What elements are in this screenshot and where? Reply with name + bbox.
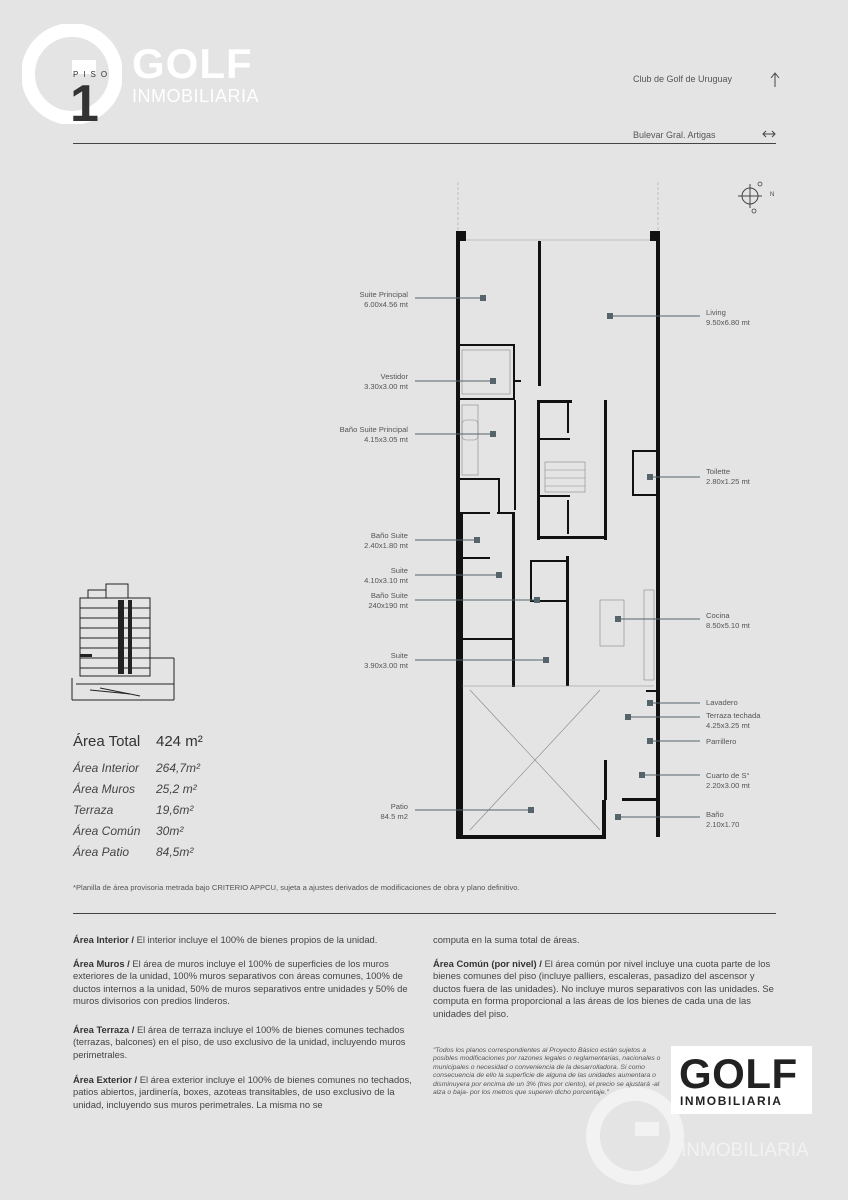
floor-number: 1 <box>70 75 99 133</box>
building-key-illustration <box>70 578 180 708</box>
north-reference: Club de Golf de Uruguay <box>633 74 733 84</box>
definition-interior: Área Interior / El interior incluye el 100% de bienes propios de la unidad. <box>73 934 378 945</box>
room-label: Toilette 2.80x1.25 mt <box>706 467 750 486</box>
room-label: Suite 4.10x3.10 mt <box>364 566 408 585</box>
room-label: Patio 84.5 m2 <box>380 802 408 821</box>
brand-sub-top: INMOBILIARIA <box>132 86 260 106</box>
legal-disclaimer: "Todos los planos correspondientes al Proyecto Básico están sujetos a posibles modificaciones por razones legales o reglamentarias, nacionales o municipales o necesidad o conveniencia de la desarrolladora. Si como consecuencia de ello la superficie de alguna de las unidades aumentara o disminuyera por encima de un 3% (tres por ciento), el precio se ajustará -al alza o baja- por los metros que superen dicho porcentaje." <box>433 1047 661 1097</box>
room-label: Lavadero <box>706 698 738 707</box>
brand-logo-box <box>671 1046 812 1114</box>
room-label: Baño Suite 240x190 mt <box>368 591 408 610</box>
definition-terraza: Área Terraza / El área de terraza incluye el 100% de bienes comunes techados (terrazas, balcones) en el piso, de uso exclusivo de la unidad, incluyendo muros perimetrales. <box>73 1024 406 1060</box>
side-reference: Bulevar Gral. Artigas <box>633 130 716 140</box>
area-row: Área Patio 84,5m² <box>73 845 194 859</box>
definition-comun: Área Común (por nivel) / El área común por nivel incluye una cuota parte de los bienes comunes del piso (incluye palliers, escaleras, pasadizo del ascensor y ductos fuera de las unidades). No incluye muros separativos con las unidades. Se computa en forma proporcional a las áreas de los bienes de cada una de las unidades del piso. <box>433 958 774 1019</box>
brand-sub-bottom-watermark: INMOBILIARIA <box>681 1140 809 1161</box>
area-total-value: 424 m² <box>156 733 203 750</box>
area-total-label: Área Total <box>73 733 141 750</box>
arrow-up-icon <box>769 72 781 88</box>
arrow-left-right-icon <box>762 129 776 139</box>
compass-label: N <box>770 192 775 198</box>
room-label: Vestidor 3.30x3.00 mt <box>364 372 408 391</box>
room-label: Cuarto de S° 2.20x3.00 mt <box>706 771 750 790</box>
definition-exterior-continued: computa en la suma total de áreas. <box>433 934 580 945</box>
room-label: Terraza techada 4.25x3.25 mt <box>706 711 761 730</box>
area-row: Terraza 19,6m² <box>73 803 194 817</box>
area-footnote: *Planilla de área provisoria metrada bajo CRITERIO APPCU, sujeta a ajustes derivados de modificaciones de obra y plano definitivo. <box>73 883 520 892</box>
room-label: Suite 3.90x3.00 mt <box>364 651 408 670</box>
brand-name-logo: GOLF <box>679 1050 798 1097</box>
floor-word: PISO <box>73 70 113 79</box>
room-label: Suite Principal 6.00x4.56 mt <box>359 290 408 309</box>
room-label: Living 9.50x6.80 mt <box>706 308 750 327</box>
brand-sub-logo: INMOBILIARIA <box>680 1094 783 1108</box>
room-label: Parrillero <box>706 737 737 746</box>
floor-plan <box>400 175 730 845</box>
area-row: Área Común 30m² <box>73 824 184 838</box>
compass-icon <box>738 178 768 218</box>
room-label: Baño Suite Principal 4.15x3.05 mt <box>339 425 408 444</box>
area-row: Área Interior 264,7m² <box>73 761 201 775</box>
brand-watermark-top <box>22 24 272 124</box>
area-row: Área Muros 25,2 m² <box>73 782 197 796</box>
header-divider <box>73 143 776 144</box>
definition-muros: Área Muros / El área de muros incluye el 100% de superficies de los muros exteriores de la unidad, 100% muros separativos con áreas comunes, 100% de ductos internos a la unidad, 50% de muros separativos entre unidades y 50% de muros divisorios con predios linderos. <box>73 958 408 1007</box>
section-divider <box>73 913 776 914</box>
room-label: Cocina 8.50x5.10 mt <box>706 611 750 630</box>
golf-g-logo-icon <box>585 1086 685 1186</box>
room-label: Baño Suite 2.40x1.80 mt <box>364 531 408 550</box>
definition-exterior: Área Exterior / El área exterior incluye el 100% de bienes comunes no techados, patios abiertos, jardinería, boxes, azoteas transitables, de uso exclusivo de la unidad, incluyendo sus muros perimetrales. La misma no se <box>73 1074 412 1110</box>
brand-name-top: GOLF <box>132 40 253 87</box>
room-label: Baño 2.10x1.70 <box>706 810 740 829</box>
